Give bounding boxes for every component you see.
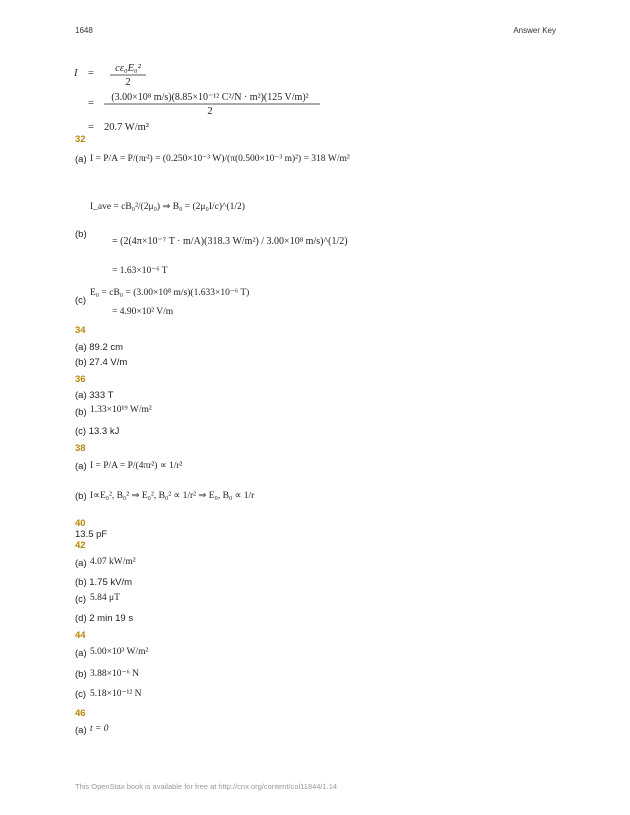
eq-numerator: cε₀E₀² bbox=[115, 63, 141, 74]
equation-32c-line2: = 4.90×10² V/m bbox=[112, 307, 174, 317]
part-label: (b) bbox=[75, 229, 87, 240]
eq-denominator: 2 bbox=[125, 77, 131, 88]
problem-number: 32 bbox=[75, 134, 86, 145]
equation-44c: 5.18×10⁻¹² N bbox=[90, 689, 142, 699]
equation-42a: 4.07 kW/m² bbox=[90, 557, 136, 567]
answer: 13.5 pF bbox=[75, 529, 108, 540]
equation-46a: t = 0 bbox=[90, 724, 109, 734]
part-label: (b) bbox=[75, 669, 87, 680]
part-label: (a) bbox=[75, 154, 87, 165]
problem-number: 38 bbox=[75, 443, 86, 454]
part-label: (a) bbox=[75, 461, 87, 472]
equation-44a: 5.00×10³ W/m² bbox=[90, 647, 149, 657]
equation-32b-line2: = (2(4π×10⁻⁷ T · m/A)(318.3 W/m²) / 3.00×10⁸ m/s)^(1/2) bbox=[112, 236, 348, 247]
problem-number: 40 bbox=[75, 518, 86, 529]
answer: (d) 2 min 19 s bbox=[75, 613, 134, 624]
equation-intensity bbox=[70, 60, 330, 136]
equation-42c: 5.84 μT bbox=[90, 593, 120, 603]
equation-32b-line1: I_ave = cB₀²/(2μ₀) ⇒ B₀ = (2μ₀I/c)^(1/2) bbox=[90, 202, 245, 212]
eq-lhs: I bbox=[74, 68, 78, 79]
eq-sign: = bbox=[88, 98, 94, 109]
answer: (b) 27.4 V/m bbox=[75, 357, 128, 368]
answer: (c) 13.3 kJ bbox=[75, 426, 120, 437]
answer: (a) 89.2 cm bbox=[75, 342, 124, 353]
part-label: (a) bbox=[75, 648, 87, 659]
equation-32c-line1: E₀ = cB₀ = (3.00×10⁸ m/s)(1.633×10⁻⁶ T) bbox=[90, 288, 250, 298]
problem-number: 44 bbox=[75, 630, 86, 641]
eq-sign: = bbox=[88, 68, 94, 79]
page-number: 1648 bbox=[75, 26, 93, 35]
part-label: (b) bbox=[75, 491, 87, 502]
answer: (a) 333 T bbox=[75, 390, 114, 401]
equation-36b: 1.33×10¹⁹ W/m² bbox=[90, 405, 152, 415]
eq-numerator: (3.00×10⁸ m/s)(8.85×10⁻¹² C²/N · m²)(125 V/m)² bbox=[111, 92, 309, 103]
part-label: (b) bbox=[75, 407, 87, 418]
problem-number: 42 bbox=[75, 540, 86, 551]
problem-number: 34 bbox=[75, 325, 86, 336]
part-label: (c) bbox=[75, 594, 87, 605]
part-label: (c) bbox=[75, 689, 87, 700]
part-label: (c) bbox=[75, 295, 87, 306]
eq-denominator: 2 bbox=[207, 106, 213, 117]
problem-number: 46 bbox=[75, 708, 86, 719]
problem-number: 36 bbox=[75, 374, 86, 385]
equation-38a: I = P/A = P/(4πr²) ∝ 1/r² bbox=[90, 461, 183, 471]
equation-38b: I∝E₀², B₀² ⇒ E₀², B₀² ∝ 1/r² ⇒ E₀, B₀ ∝ 1/r bbox=[90, 491, 255, 501]
equation-32b-line3: = 1.63×10⁻⁶ T bbox=[112, 266, 168, 276]
footer-note: This OpenStax book is available for free at http://cnx.org/content/col11844/1.14 bbox=[75, 782, 338, 791]
eq-result: 20.7 W/m² bbox=[104, 122, 149, 133]
part-label: (a) bbox=[75, 558, 87, 569]
equation-32a: I = P/A = P/(πr²) = (0.250×10⁻³ W)/(π(0.500×10⁻³ m)²) = 318 W/m² bbox=[90, 154, 350, 164]
part-label: (a) bbox=[75, 725, 87, 736]
section-title: Answer Key bbox=[513, 26, 556, 35]
answer: (b) 1.75 kV/m bbox=[75, 577, 133, 588]
eq-sign: = bbox=[88, 122, 94, 133]
equation-44b: 3.88×10⁻⁶ N bbox=[90, 669, 140, 679]
